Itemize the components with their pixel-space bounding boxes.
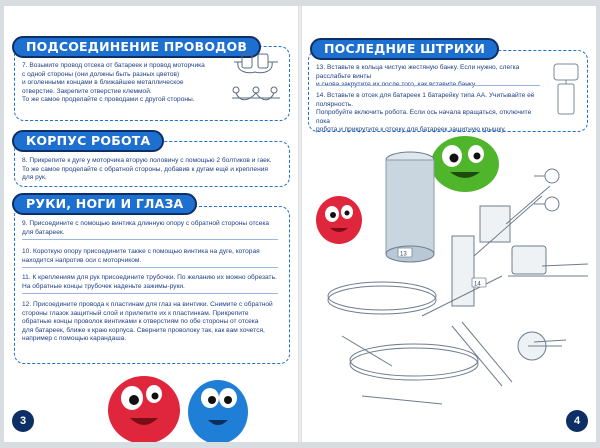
red-monster-illustration xyxy=(104,360,184,442)
callout-13: 13 xyxy=(400,251,407,258)
diagram-icon xyxy=(548,58,584,122)
blue-monster-illustration xyxy=(186,368,250,442)
page-number-left: 3 xyxy=(12,410,34,432)
right-page xyxy=(302,6,596,442)
step-9: 9. Присоедините с помощью винтика длинную опору с обратной стороны отсека для батареек. xyxy=(22,220,270,236)
section-title-wiring: ПОДСОЕДИНЕНИЕ ПРОВОДОВ xyxy=(12,36,261,58)
step-10: 10. Короткую опору присоедините также с помощью винтика на дуге, которая находится напротив оси с моторчиком. xyxy=(22,248,260,264)
callout-14: 14 xyxy=(474,281,481,288)
left-page xyxy=(4,6,298,442)
wire-diagram-icon xyxy=(228,50,284,114)
step-7: 7. Возьмите провод отсека от батареек и провод моторчика с одной стороны (они должны быть разных цветов) и оголенными концами в ближайшее металлическое отверстие. Закрепите отверстие клеммой. То же самое проделайте с проводами с другой стороны. xyxy=(22,62,205,104)
step-11: 11. К креплениям для рук присоедините трубочки. По желанию их можно обрезать. На обратные концы трубочек наденьте зажимы-руки. xyxy=(22,274,277,290)
robot-assembly-diagram xyxy=(302,146,596,442)
section-title-body: КОРПУС РОБОТА xyxy=(12,130,164,152)
step-14: 14. Вставьте в отсек для батареек 1 батарейку типа АА. Учитывайте её полярность. Попробуйте включить робота. Если ось начала вращаться, отключите пока робота и прикрутите к отсеку для батареек защитную крышку. xyxy=(316,92,535,134)
step-13: 13. Вставьте в кольца чистую жестяную банку. Если нужно, слегка расслабьте винты и снова закрутите их после того, как вставите банку. xyxy=(316,64,520,89)
step-8: 8. Прикрепите к дуге у моторчика вторую половину с помощью 2 болтиков и гаек. То же самое проделайте с обратной стороны, добавив к дугам ещё и крепления для рук. xyxy=(22,157,272,182)
step-12: 12. Присоедините провода к пластинам для глаз на винтики. Снимите с обратной стороны глазок защитный слой и прилепите их к пластинкам. Прикрепите обратные концы проволок винтиками к отверстиям по обе стороны от отсека для батареек, ближе к краю корпуса. Сверните проволоку так, как вам хочется, например с помощью карандаша. xyxy=(22,301,273,343)
page-number-right: 4 xyxy=(566,410,588,432)
red-monster-peeking xyxy=(314,192,364,244)
section-title-arms-legs-eyes: РУКИ, НОГИ И ГЛАЗА xyxy=(12,193,197,215)
section-title-final-touches: ПОСЛЕДНИЕ ШТРИХИ xyxy=(310,38,499,60)
